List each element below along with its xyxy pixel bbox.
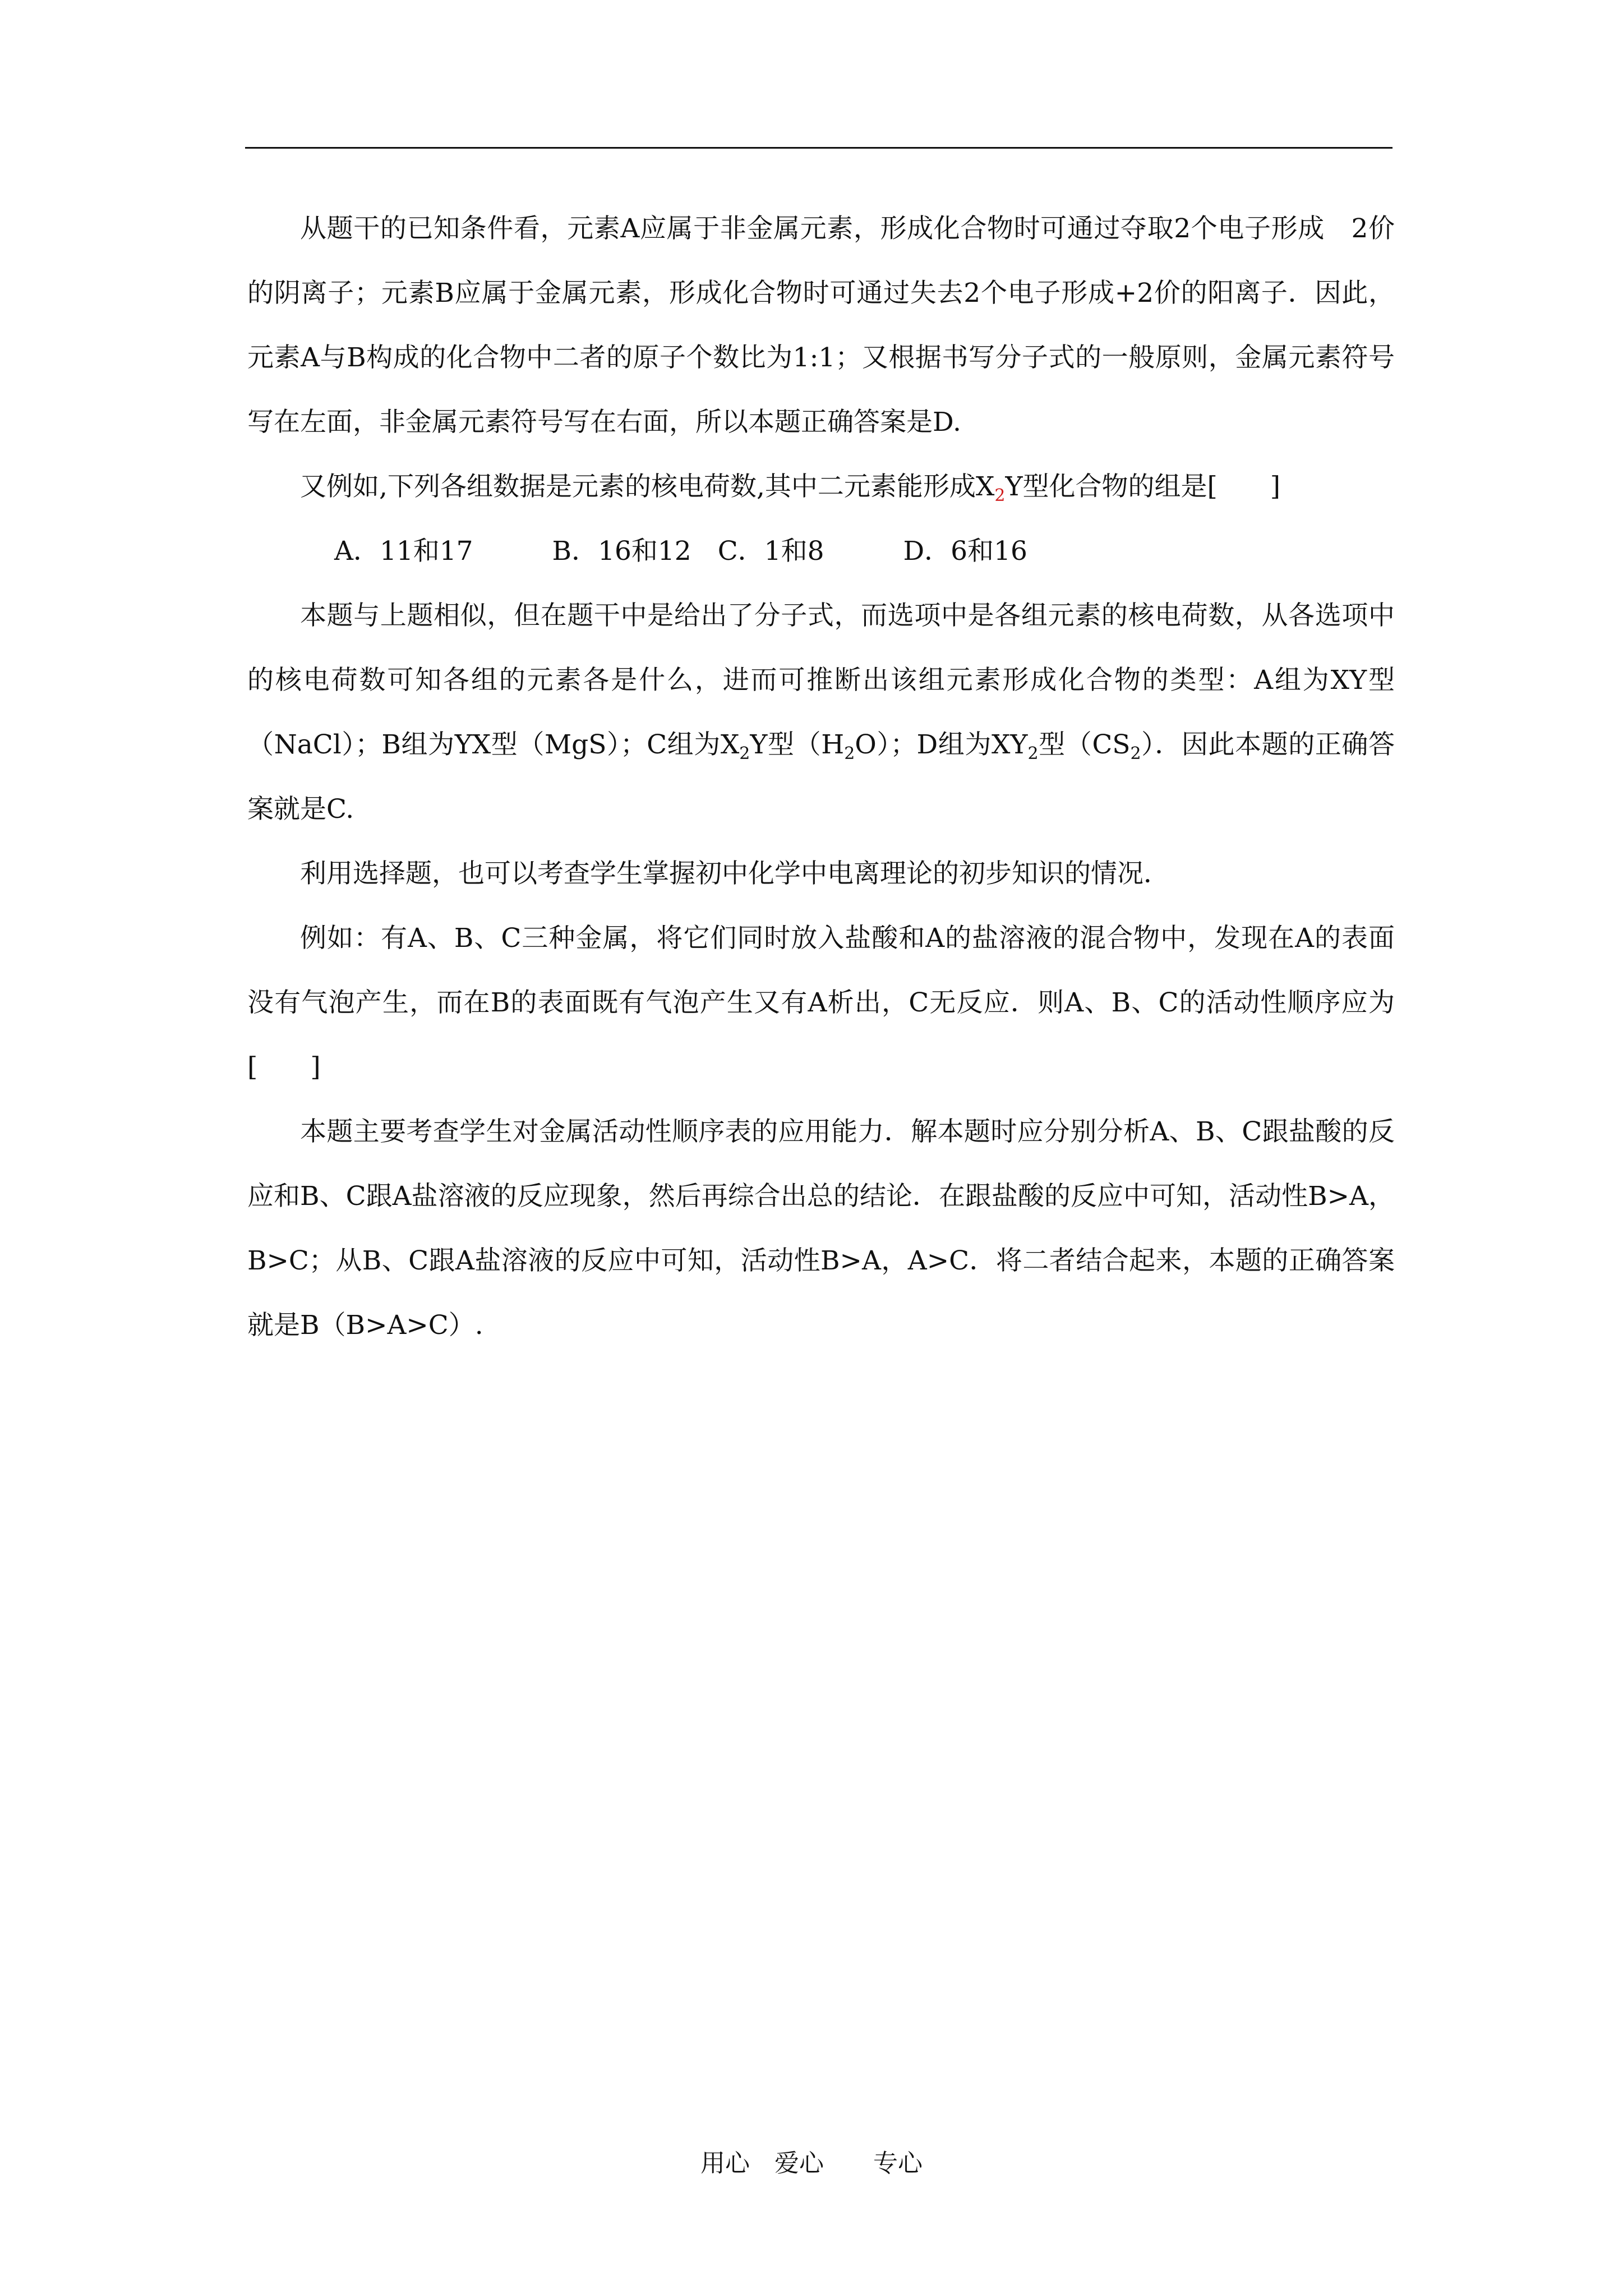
formula-subscript: 2 [739,744,750,763]
explanation-text-a: 本题与上题相似，但在题干中是给出了分子式，而选项中是各组元素的核电荷数，从各选项中的核电荷数可知各组的元素各是什么，进而可推断出该组元素形成化合物的类型：A组为XY型（NaCl）；B组为YX型（MgS）；C组为X [247,600,1395,760]
explanation-text-b: Y型（H [750,729,845,760]
paragraph-ionization-note: 利用选择题，也可以考查学生掌握初中化学中电离理论的初步知识的情况． [300,858,1170,889]
explanation-text-e: ）．因此本题的正确答案就是C. [247,729,1395,825]
formula-subscript: 2 [1027,744,1039,763]
explanation-text-c: O）；D组为XY [855,729,1028,760]
formula-subscript: 2 [1130,744,1141,763]
paragraph-metal-example: 例如：有A、B、C三种金属，将它们同时放入盐酸和A的盐溶液的混合物中，发现在A的表面没有气泡产生，而在B的表面既有气泡产生又有A析出，C无反应．则A、B、C的活动性顺序应为 [ ] [247,923,1500,1083]
header-rule [245,147,1393,149]
answer-options: A．11和17 B．16和12 C．1和8 D．6和16 [334,536,1027,567]
page-footer: 用心 爱心 专心 [700,2149,923,2178]
formula-subscript: 2 [844,744,855,763]
question-text-suffix: Y型化合物的组是[ ] [1005,471,1281,502]
explanation-text-d: 型（CS [1038,729,1131,760]
paragraph-explanation [247,583,1395,841]
document-body [247,196,1500,1358]
paragraph-analysis: 从题干的已知条件看，元素A应属于非金属元素，形成化合物时可通过夺取2个电子形成 2价的阴离子；元素B应属于金属元素，形成化合物时可通过失去2个电子形成+2价的阳离子．因此，元素A与B构成的化合物中二者的原子个数比为1:1；又根据书写分子式的一般原则，金属元素符号写在左面，非金属元素符号写在右面，所以本题正确答案是D. [247,213,1395,438]
paragraph-example-question [247,454,1395,519]
formula-subscript: 2 [994,486,1006,505]
question-text-prefix: 又例如,下列各组数据是元素的核电荷数,其中二元素能形成X [300,471,995,502]
paragraph-metal-explanation: 本题主要考查学生对金属活动性顺序表的应用能力．解本题时应分别分析A、B、C跟盐酸的反应和B、C跟A盐溶液的反应现象，然后再综合出总的结论．在跟盐酸的反应中可知，活动性B>A，B>C；从B、C跟A盐溶液的反应中可知，活动性B>A，A>C．将二者结合起来，本题的正确答案就是B（B>A>C）. [247,1116,1395,1341]
